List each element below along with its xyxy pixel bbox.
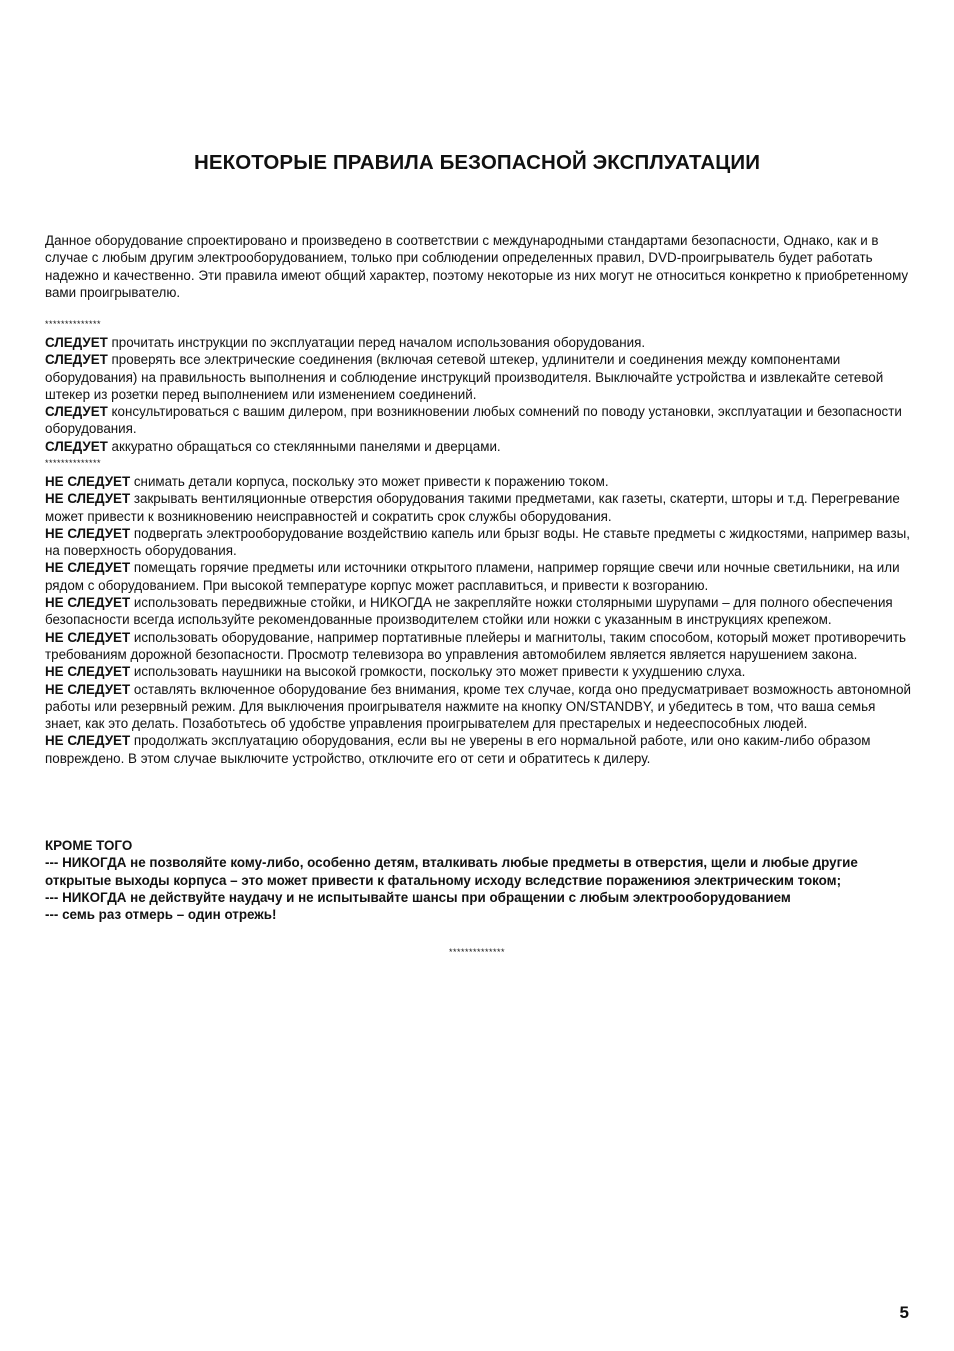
dont-keyword: НЕ СЛЕДУЕТ xyxy=(45,525,131,541)
dont-text: использовать наушники на высокой громкости, поскольку это может привести к ухудшению слуха. xyxy=(130,664,746,680)
intro-paragraph: Данное оборудование спроектировано и произведено в соответствии с международными стандартами безопасности, Однако, как и в случае с любым другим электрооборудованием, только при соблюдении определенных правил, DVD-проигрыватель будет работать надежно и качественно. Эти правила имеют общий характер, поэтому некоторые из них могут не относиться конкретно к приобретенному вами проигрывателю. xyxy=(45,233,909,300)
do-text: прочитать инструкции по эксплуатации перед началом использования оборудования. xyxy=(107,335,646,350)
dont-keyword: НЕ СЛЕДУЕТ xyxy=(45,491,131,507)
dont-keyword: НЕ СЛЕДУЕТ xyxy=(45,474,131,489)
extra-section xyxy=(45,837,913,923)
dont-text: продолжать эксплуатацию оборудования, если вы не уверены в его нормальной работе, или оно каким-либо образом повреждено. В этом случае выключите устройство, отключите его от сети и обратитесь к дилеру. xyxy=(45,733,871,766)
dont-keyword: НЕ СЛЕДУЕТ xyxy=(45,664,131,680)
dont-text: закрывать вентиляционные отверстия оборудования такими предметами, как газеты, скатерти, шторы и т.д. Перегревание может привести к возникновению неисправностей и сократить срок службы оборудования. xyxy=(45,491,900,524)
dont-item xyxy=(45,525,913,560)
dont-keyword: НЕ СЛЕДУЕТ xyxy=(45,560,131,576)
separator: ************** xyxy=(448,947,506,957)
do-text: проверять все электрические соединения (включая сетевой штекер, удлинители и соединения между компонентами оборудования) на правильность выполнения и соблюдение инструкций производителя. Выключайте устройства и извлекайте сетевой штекер из розетки перед выполнением или изменением соединений. xyxy=(45,352,884,402)
dont-text: оставлять включенное оборудование без внимания, кроме тех случае, когда оно предусматривает возможность автономной работы или резервный режим. Для выключения проигрывателя нажмите на кнопку ON/STANDBY, и убедитесь в том, что ваша семья знает, как это делать. Позаботьтесь об удобстве управления проигрывателем для престарелых и недееспособных людей. xyxy=(45,681,912,732)
dont-keyword: НЕ СЛЕДУЕТ xyxy=(45,681,131,697)
dont-item xyxy=(45,594,913,629)
extra-line: --- семь раз отмерь – один отрежь! xyxy=(45,907,277,923)
extra-heading: КРОМЕ ТОГО xyxy=(45,838,133,853)
dont-item xyxy=(45,490,913,525)
dont-keyword: НЕ СЛЕДУЕТ xyxy=(45,733,131,749)
dont-item xyxy=(45,629,913,664)
separator: ************** xyxy=(45,458,102,468)
dont-item xyxy=(45,559,913,594)
do-keyword: СЛЕДУЕТ xyxy=(45,335,108,350)
dont-item xyxy=(45,732,913,767)
extra-line: --- НИКОГДА не позволяйте кому-либо, особенно детям, вталкивать любые предметы в отверстия, щели и любые другие открытые выходы корпуса – это может привести к фатальному исходу вследствие поражениюя электрическим током; xyxy=(45,855,858,888)
dont-item xyxy=(45,681,913,733)
page-number: 5 xyxy=(899,1303,909,1322)
dont-text: подвергать электрооборудование воздействию капель или брызг воды. Не ставьте предметы с жидкостями, например вазы, на поверхность оборудования. xyxy=(45,525,910,559)
do-text: аккуратно обращаться со стеклянными панелями и дверцами. xyxy=(107,438,501,454)
dont-text: снимать детали корпуса, поскольку это может привести к поражению током. xyxy=(130,474,609,489)
page-title: НЕКОТОРЫЕ ПРАВИЛА БЕЗОПАСНОЙ ЭКСПЛУАТАЦИИ xyxy=(193,151,761,174)
do-item xyxy=(45,438,913,455)
do-item xyxy=(45,351,913,403)
dont-text: использовать оборудование, например портативные плейеры и магнитолы, таким способом, который может противоречить требованиям дорожной безопасности. Просмотр телевизора во управления автомобилем является является нарушением закона. xyxy=(45,629,906,662)
dont-keyword: НЕ СЛЕДУЕТ xyxy=(45,629,131,645)
extra-line: --- НИКОГДА не действуйте наудачу и не испытывайте шансы при обращении с любым электрооборудованием xyxy=(45,889,791,905)
donts-list xyxy=(45,473,913,767)
dos-list xyxy=(45,334,913,455)
dont-text: использовать передвижные стойки, и НИКОГДА не закрепляйте ножки столярными шурупами – для полного обеспечения безопасности всегда используйте рекомендованные производителем стойки или ножки с указанным в инструкциях крепежом. xyxy=(45,595,893,628)
do-item xyxy=(45,334,913,351)
dont-text: помещать горячие предметы или источники открытого пламени, например горящие свечи или ночные светильники, на или рядом с оборудованием. При высокой температуре корпус может расплавиться, и привести к возгоранию. xyxy=(45,560,900,593)
do-keyword: СЛЕДУЕТ xyxy=(45,352,108,368)
do-keyword: СЛЕДУЕТ xyxy=(45,404,108,420)
dont-item xyxy=(45,473,913,490)
do-keyword: СЛЕДУЕТ xyxy=(45,438,108,454)
separator: ************** xyxy=(45,319,102,329)
dont-keyword: НЕ СЛЕДУЕТ xyxy=(45,595,131,611)
do-text: консультироваться с вашим дилером, при возникновении любых сомнений по поводу установки, эксплуатации и безопасности оборудования. xyxy=(45,404,902,437)
do-item xyxy=(45,403,913,438)
dont-item xyxy=(45,663,913,680)
